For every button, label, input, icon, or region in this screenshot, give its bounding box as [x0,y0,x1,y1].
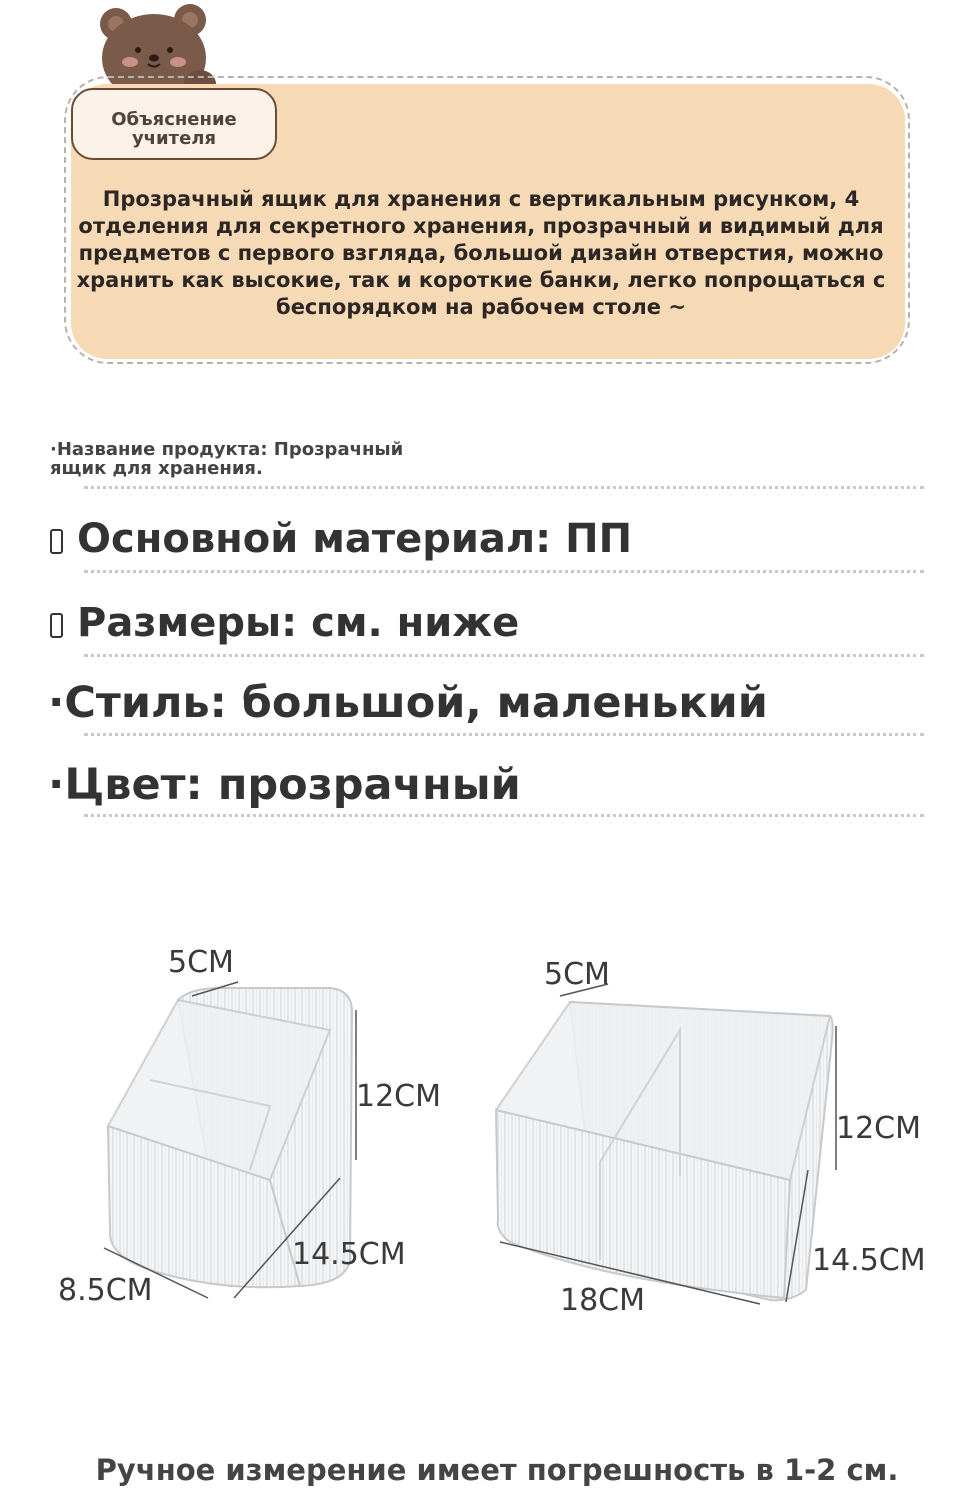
spec-sizes-text: Размеры: см. ниже [77,600,520,646]
spec-product-name: ·Название продукта: Прозрачный ящик для хранения. [50,439,404,479]
square-bullet-icon [50,529,63,554]
spec-color: ·Цвет: прозрачный [48,760,521,810]
small-box-width: 8.5CM [58,1273,153,1308]
product-dimension-illustration [0,930,968,1330]
large-box-drawing [496,1002,833,1300]
large-box-depth: 14.5CM [812,1243,926,1278]
large-box-height: 12CM [836,1111,922,1146]
large-box-width: 18CM [560,1283,646,1318]
divider [84,814,924,817]
teacher-card-tab [71,88,277,160]
spec-sizes [50,600,519,646]
square-bullet-icon [50,613,63,638]
large-box-top-width: 5CM [544,957,610,992]
spec-style: ·Стиль: большой, маленький [48,678,768,728]
small-box-top-width: 5CM [168,945,234,980]
small-box-height: 12CM [356,1079,442,1114]
divider [84,486,924,489]
small-box-depth: 14.5CM [292,1237,406,1272]
divider [84,570,924,573]
teacher-card-text: Прозрачный ящик для хранения с вертикальным рисунком, 4 отделения для секретного хранения, прозрачный и видимый для предметов с первого взгляда, большой дизайн отверстия, можно хранить как высокие, так и короткие банки, легко попрощаться с беспорядком на рабочем столе ~ [76,187,886,319]
spec-material-text: Основной материал: ПП [77,516,633,562]
divider [84,733,924,736]
divider [84,654,924,657]
spec-material [50,516,632,562]
measurement-note: Ручное измерение имеет погрешность в 1-2 см. [95,1453,899,1487]
teacher-card-tab-label: Объяснение учителя [111,109,237,149]
